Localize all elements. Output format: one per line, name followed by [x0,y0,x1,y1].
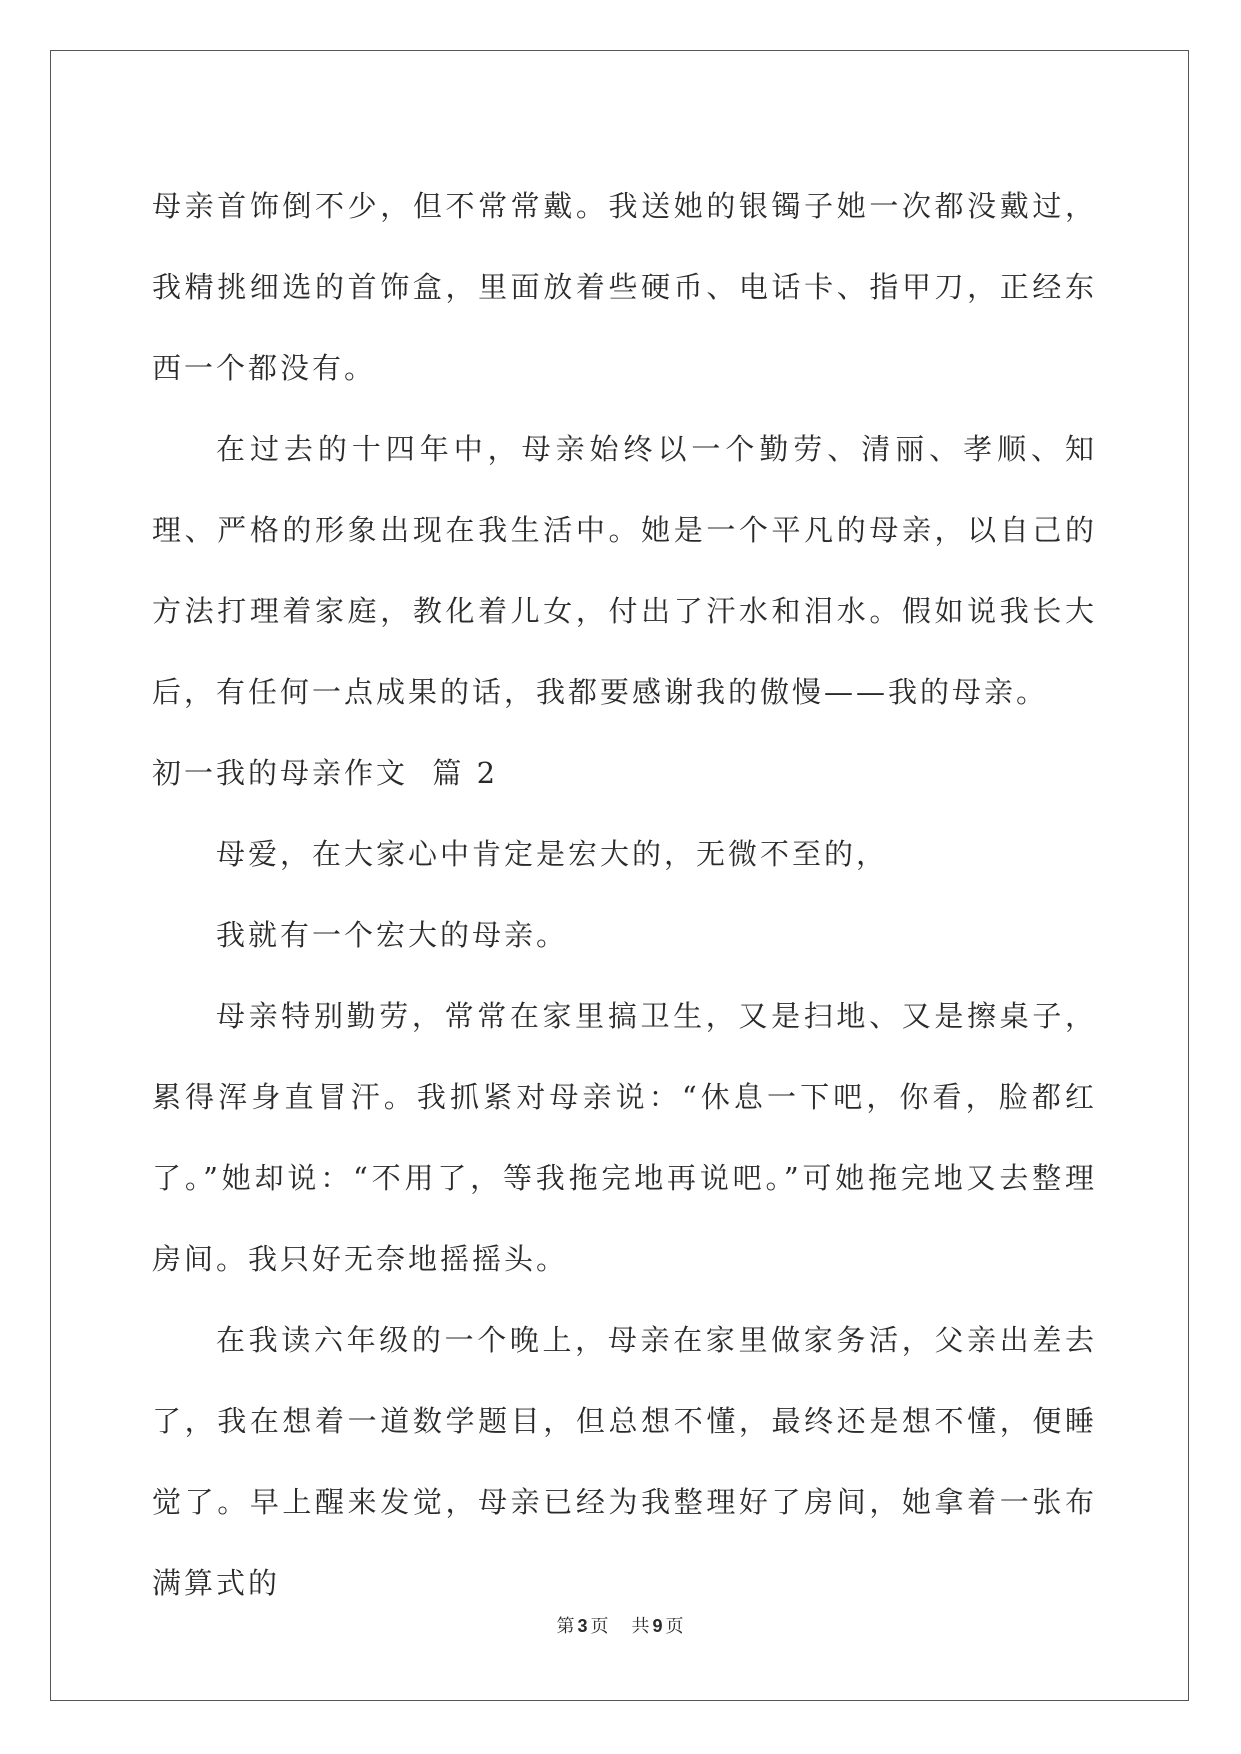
document-body [152,166,1097,1624]
section-heading: 初一我的母亲作文 篇 2 [152,756,499,790]
paragraph-2: 在过去的十四年中，母亲始终以一个勤劳、清丽、孝顺、知理、严格的形象出现在我生活中。她是一个平凡的母亲，以自己的方法打理着家庭，教化着儿女，付出了汗水和泪水。假如说我长大后，有任何一点成果的话，我都要感谢我的傲慢——我的母亲。 [152,432,1097,709]
total-pages-number: 9 [652,1616,664,1636]
current-page-number: 3 [577,1616,589,1636]
total-suffix: 页 [665,1616,685,1637]
paragraph-4: 我就有一个宏大的母亲。 [216,918,569,952]
paragraph-1: 母亲首饰倒不少，但不常常戴。我送她的银镯子她一次都没戴过，我精挑细选的首饰盒，里面放着些硬币、电话卡、指甲刀，正经东西一个都没有。 [152,189,1097,385]
paragraph-3: 母爱，在大家心中肯定是宏大的，无微不至的， [216,837,889,871]
page-footer [0,1612,1241,1638]
page-suffix: 页 [590,1616,610,1637]
paragraph-5: 母亲特别勤劳，常常在家里搞卫生，又是扫地、又是擦桌子，累得浑身直冒汗。我抓紧对母亲说：“休息一下吧，你看，脸都红了。”她却说：“不用了，等我拖完地再说吧。”可她拖完地又去整理房间。我只好无奈地摇摇头。 [152,999,1097,1276]
paragraph-6: 在我读六年级的一个晚上，母亲在家里做家务活，父亲出差去了，我在想着一道数学题目，但总想不懂，最终还是想不懂，便睡觉了。早上醒来发觉，母亲已经为我整理好了房间，她拿着一张布满算式的 [152,1323,1097,1600]
total-prefix: 共 [631,1616,651,1637]
page-prefix: 第 [556,1616,576,1637]
